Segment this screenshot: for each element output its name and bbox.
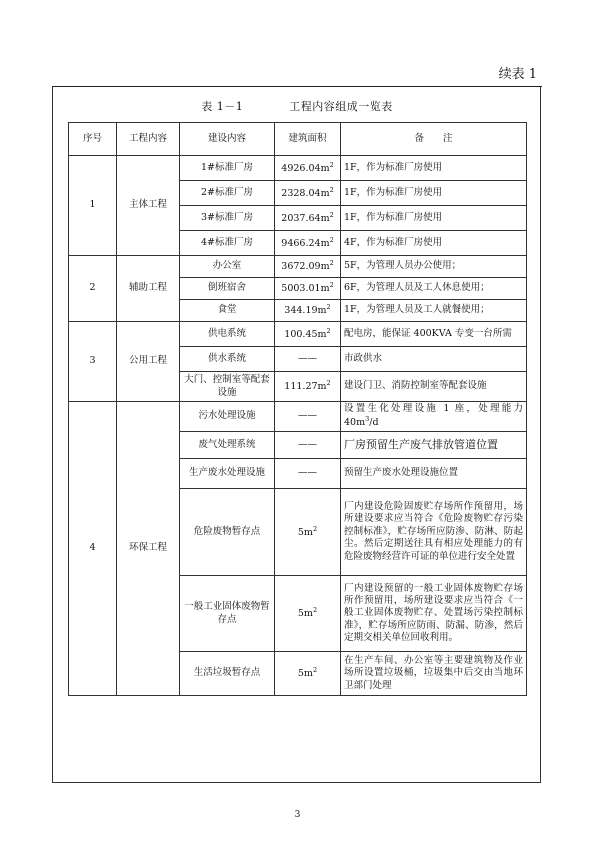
row-area: $3672.09m^2$ [275, 256, 341, 278]
row-area: —— [275, 402, 341, 432]
row-area: $5003.01m^2$ [275, 278, 341, 300]
row-content: 1#标准厂房 [180, 156, 275, 181]
row-content: 供水系统 [180, 347, 275, 372]
row-note: 配电房，能保证 400KVA 专变一台所需 [341, 322, 527, 347]
group-name: 环保工程 [117, 402, 180, 696]
row-content: 3#标准厂房 [180, 206, 275, 231]
row-area: $5m^2$ [275, 576, 341, 652]
header-area: 建筑面积 [275, 123, 341, 156]
group-no: 2 [69, 256, 117, 322]
header-project: 工程内容 [117, 123, 180, 156]
row-area: —— [275, 459, 341, 489]
row-note: 1F，作为标准厂房使用 [341, 206, 527, 231]
row-content: 一般工业固体废物暂存点 [180, 576, 275, 652]
row-note: 4F，作为标准厂房使用 [341, 231, 527, 256]
row-content: 2#标准厂房 [180, 181, 275, 206]
row-content: 食堂 [180, 300, 275, 322]
row-area: $2037.64m^2$ [275, 206, 341, 231]
row-area: $100.45m^2$ [275, 322, 341, 347]
row-area: $5m^2$ [275, 489, 341, 576]
row-note: 1F，作为标准厂房使用 [341, 181, 527, 206]
group-name: 辅助工程 [117, 256, 180, 322]
row-area: $5m^2$ [275, 652, 341, 696]
row-note: 市政供水 [341, 347, 527, 372]
row-area: $2328.04m^2$ [275, 181, 341, 206]
caption-title: 工程内容组成一览表 [289, 100, 393, 113]
row-content: 污水处理设施 [180, 402, 275, 432]
row-note: 厂房预留生产废气排放管道位置 [341, 432, 527, 459]
header-content: 建设内容 [180, 123, 275, 156]
row-content: 大门、控制室等配套设施 [180, 372, 275, 402]
row-note: 5F，为管理人员办公使用； [341, 256, 527, 278]
row-content: 办公室 [180, 256, 275, 278]
row-area: $344.19m^2$ [275, 300, 341, 322]
row-content: 生活垃圾暂存点 [180, 652, 275, 696]
row-content: 倒班宿舍 [180, 278, 275, 300]
row-area: —— [275, 347, 341, 372]
table-row [69, 402, 527, 432]
header-no: 序号 [69, 123, 117, 156]
caption-number: 表 1－1 [201, 100, 244, 113]
row-content: 废气处理系统 [180, 432, 275, 459]
header-note: 备 注 [341, 123, 527, 156]
group-no: 4 [69, 402, 117, 696]
row-area: $4926.04m^2$ [275, 156, 341, 181]
table-row [69, 322, 527, 347]
group-name: 公用工程 [117, 322, 180, 402]
group-name: 主体工程 [117, 156, 180, 256]
row-note: 在生产车间、办公室等主要建筑物及作业场所设置垃圾桶，垃圾集中后交由当地环卫部门处理 [341, 652, 527, 696]
row-area: —— [275, 432, 341, 459]
row-note: 设置生化处理设施 1 座，处理能力 $40m^3/d$ [341, 402, 527, 432]
table-caption [68, 98, 526, 114]
row-note: 预留生产废水处理设施位置 [341, 459, 527, 489]
continued-label: 续表 1 [498, 67, 537, 82]
row-note: 6F，为管理人员及工人休息使用； [341, 278, 527, 300]
group-no: 3 [69, 322, 117, 402]
row-note: 1F，作为标准厂房使用 [341, 156, 527, 181]
row-area: $111.27m^2$ [275, 372, 341, 402]
row-note: 厂内建设预留的一般工业固体废物贮存场所作预留用，场所建设要求应当符合《一般工业固体废物贮存、处置场污染控制标准》，贮存场所应防雨、防漏、防渗，然后定期交相关单位回收利用。 [341, 576, 527, 652]
page-number: 3 [294, 810, 301, 820]
table-row [69, 156, 527, 181]
row-area: $9466.24m^2$ [275, 231, 341, 256]
project-table [68, 122, 527, 696]
row-note: 建设门卫、消防控制室等配套设施 [341, 372, 527, 402]
row-note: 1F，为管理人员及工人就餐使用； [341, 300, 527, 322]
header-row [69, 123, 527, 156]
row-note: 厂内建设危险固废贮存场所作预留用，场所建设要求应当符合《危险废物贮存污染控制标准》，贮存场所应防渗、防淋、防起尘。然后定期送往具有相应处理能力的有危险废物经营许可证的单位进行安全处置 [341, 489, 527, 576]
group-no: 1 [69, 156, 117, 256]
row-content: 生产废水处理设施 [180, 459, 275, 489]
table-row [69, 256, 527, 278]
row-content: 4#标准厂房 [180, 231, 275, 256]
row-content: 供电系统 [180, 322, 275, 347]
row-content: 危险废物暂存点 [180, 489, 275, 576]
